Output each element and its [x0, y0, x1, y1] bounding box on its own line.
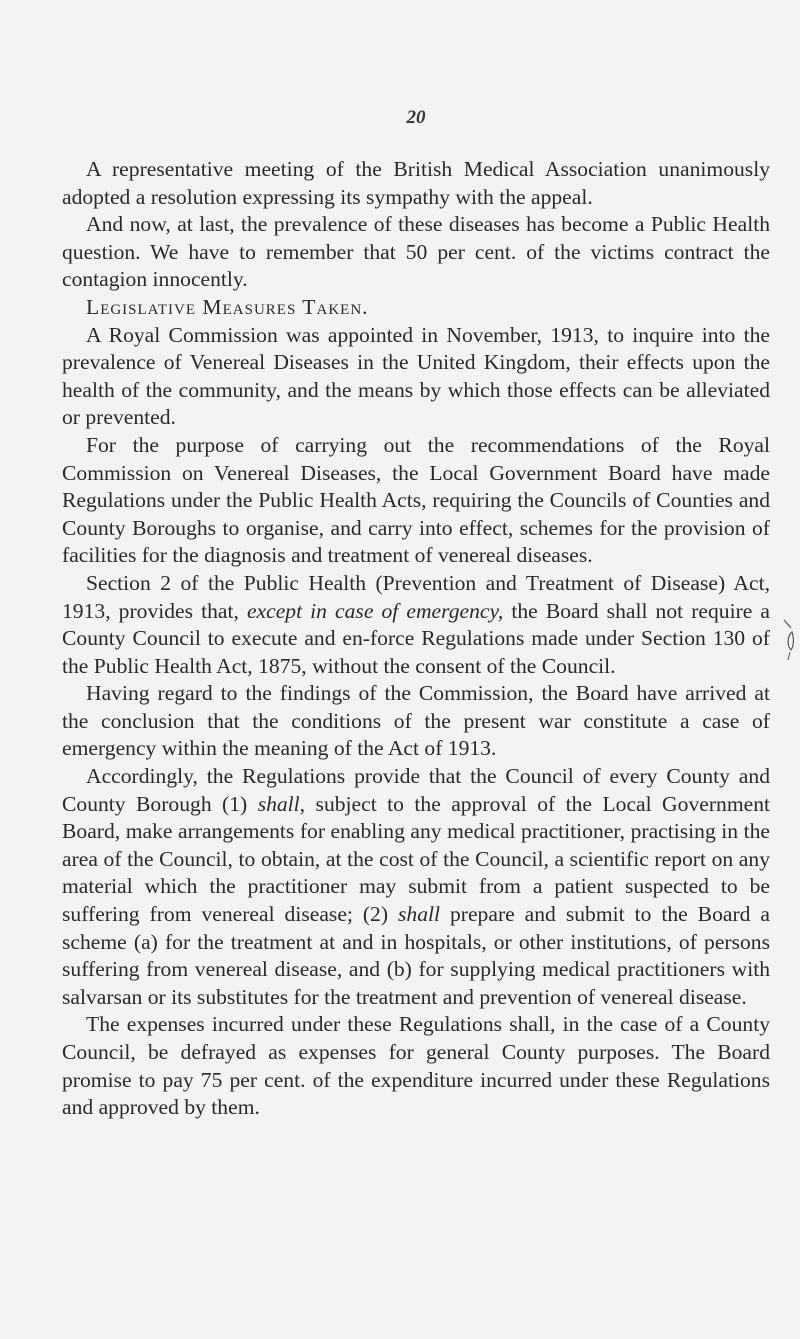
text-run: prepare and submit to the Board a scheme (a) for the treatment at and in hospitals, or other institutions, of persons suffering from venereal disease, and (b) for supplying medical practitioners with salvarsan or its substitutes for the treatment and prevention of venereal disease.: [62, 902, 770, 1009]
section-heading: Legislative Measures Taken.: [86, 294, 369, 319]
paragraph-accordingly: [62, 763, 770, 1011]
paragraph-expenses: The expenses incurred under these Regulations shall, in the case of a County Council, be defrayed as expenses for general County purposes. The Board promise to pay 75 per cent. of the expenditure incurred under these Regulations and approved by them.: [62, 1012, 770, 1120]
text-run: subject to the approval of the Local Government Board, make arrangements for enabling any medical practitioner, practising in the area of the Council, to obtain, at the cost of the Council, a scientific report on any material which the practitioner may submit from a patient suspected to be suffering from venereal disease; (2): [62, 791, 770, 927]
margin-pencil-mark: [782, 618, 796, 662]
text-run: the Board shall not require a County Council to execute and en-force Regulations made under Section 130 of the Public Health Act, 1875, without the consent of the Council.: [62, 598, 771, 678]
italic-word: shall,: [257, 791, 306, 816]
paragraph-regulations: For the purpose of carrying out the recommendations of the Royal Commission on Venereal Diseases, the Local Government Board have made Regulations under the Public Health Acts, requiring the Councils of Counties and County Boroughs to organise, and carry into effect, schemes for the provision of facilities for the diagnosis and treatment of venereal diseases.: [62, 432, 770, 568]
paragraph-section-2: [62, 570, 770, 680]
paragraph-royal-commission: A Royal Commission was appointed in November, 1913, to inquire into the prevalence of Venereal Diseases in the United Kingdom, their effects upon the health of the community, and the means by which those effects can be alleviated or prevented.: [62, 322, 770, 430]
text-run: Section 2 of the Public Health (Prevention and Treatment of Disease) Act, 1913, provides that,: [62, 570, 770, 623]
page-number: 20: [406, 107, 426, 128]
paragraph-public-health-question: And now, at last, the prevalence of these diseases has become a Public Health question. We have to remember that 50 per cent. of the victims contract the contagion innocently.: [62, 212, 770, 292]
text-run: Accordingly, the Regulations provide that the Council of every County and County Borough (1): [62, 764, 770, 816]
paragraph-emergency: Having regard to the findings of the Commission, the Board have arrived at the conclusion that the conditions of the present war constitute a case of emergency within the meaning of the Act of 1913.: [62, 681, 770, 761]
body-text: [62, 156, 770, 1122]
paragraph-bma-resolution: A representative meeting of the British Medical Association unanimously adopted a resolution expressing its sympathy with the appeal.: [62, 157, 770, 209]
italic-phrase: except in case of emergency,: [246, 598, 504, 623]
italic-word: shall: [398, 902, 441, 927]
